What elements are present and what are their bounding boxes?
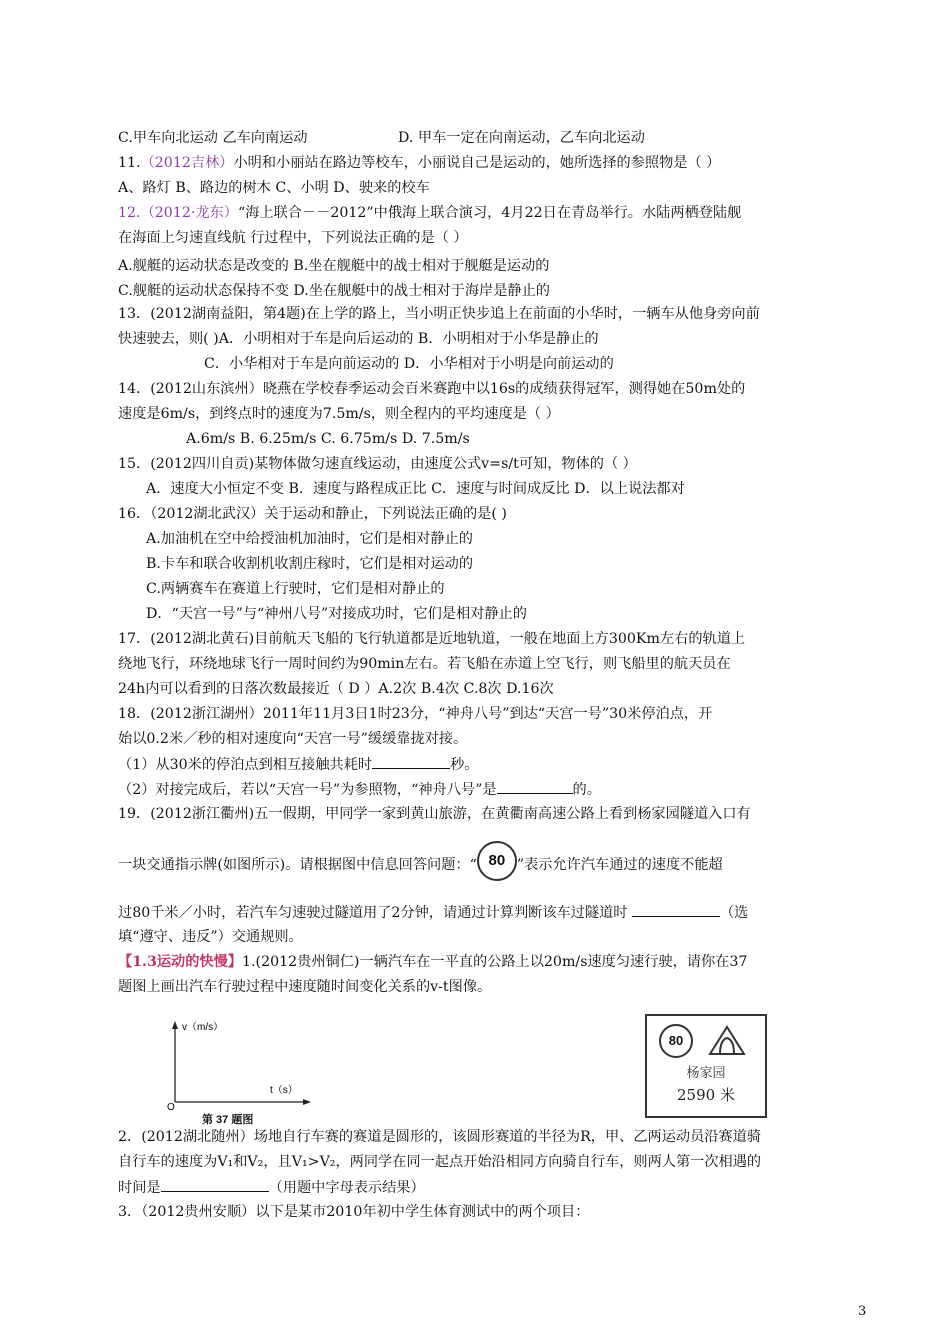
option-line-d: D. 甲车一定在向南运动，乙车向北运动 [398, 130, 645, 146]
question-17: 17．(2012湖北黄石)目前航天飞船的飞行轨道都是近地轨道，一般在地面上方300Km左右的轨道上 [118, 631, 746, 647]
question-11: 11.（2012吉林）小明和小丽站在路边等校车，小丽说自己是运动的，她所选择的参照物是（ ） [118, 155, 721, 171]
section-1-3-question-1-line2: 题图上画出汽车行驶过程中速度随时间变化关系的v-t图像。 [118, 979, 492, 995]
question-17-line2: 绕地飞行，环绕地球飞行一周时间约为90min左右。若飞船在赤道上空飞行，则飞船里的航天员在 [118, 656, 731, 672]
question-19-line2: 一块交通指示牌(如图所示)。请根据图中信息回答问题：“ 80 ”表示允许汽车通过的速度不能超 [118, 849, 723, 881]
question-11-options: A、路灯 B、路边的树木 C、小明 D、驶来的校车 [118, 180, 430, 196]
question-14: 14．(2012山东滨州）晓燕在学校春季运动会百米赛跑中以16s的成绩获得冠军，测得她在50m处的 [118, 381, 746, 397]
question-17-line3: 24h内可以看到的日落次数最接近（ D ）A.2次 B.4次 C.8次 D.16次 [118, 681, 554, 697]
question-18: 18．(2012浙江湖州）2011年11月3日1时23分，“神舟八号”到达“天宫一号”30米停泊点，开 [118, 706, 713, 722]
sign-speed-limit: 80 [659, 1024, 693, 1058]
page-number: 3 [858, 1304, 867, 1319]
question-13-line2: 快速驶去，则( )A．小明相对于车是向后运动的 B．小明相对于小华是静止的 [118, 331, 599, 347]
tunnel-traffic-sign [645, 1014, 767, 1118]
graph-caption: 第 37 题图 [202, 1114, 254, 1126]
question-19-line3: 过80千米／小时，若汽车匀速驶过隧道用了2分钟，请通过计算判断该车过隧道时 （选 [118, 902, 748, 923]
question-19: 19．(2012浙江衢州)五一假期，甲同学一家到黄山旅游，在黄衢南高速公路上看到杨家园隧道入口有 [118, 806, 751, 822]
question-13: 13．(2012湖南益阳，第4题)在上学的路上，当小明正快步追上在前面的小华时，一辆车从他身旁向前 [118, 306, 760, 322]
answer-blank[interactable] [161, 1177, 269, 1192]
question-12-options-ab: A.舰艇的运动状态是改变的 B.坐在舰艇中的战士相对于舰艇是运动的 [118, 258, 550, 274]
section-1-3-question-1: 【1.3运动的快慢】1.(2012贵州铜仁)一辆汽车在一平直的公路上以20m/s速度匀速行驶，请你在37 [118, 954, 748, 970]
question-18-part2: （2）对接完成后，若以“天宫一号”为参照物，“神舟八号”是 的。 [118, 779, 601, 800]
graph-v-label: v（m/s） [182, 1022, 224, 1033]
question-15: 15．(2012四川自贡)某物体做匀速直线运动，由速度公式v=s/t可知，物体的（ ） [118, 456, 637, 472]
question-12-options-cd: C.舰艇的运动状态保持不变 D.坐在舰艇中的战士相对于海岸是静止的 [118, 283, 550, 299]
tunnel-icon [707, 1024, 747, 1056]
question-16-option-c: C.两辆赛车在赛道上行驶时，它们是相对静止的 [146, 581, 445, 597]
option-line-c: C.甲车向北运动 乙车向南运动 [118, 130, 308, 146]
question-16-option-a: A.加油机在空中给授油机加油时，它们是相对静止的 [146, 531, 473, 547]
problem-2-line3: 时间是 （用题中字母表示结果） [118, 1177, 425, 1198]
question-15-options: A．速度大小恒定不变 B．速度与路程成正比 C．速度与时间成反比 D．以上说法都对 [146, 481, 685, 497]
answer-blank[interactable] [497, 779, 573, 794]
problem-3: 3．（2012贵州安顺）以下是某市2010年初中学生体育测试中的两个项目： [118, 1204, 590, 1220]
answer-blank[interactable] [372, 754, 450, 769]
question-12-line2: 在海面上匀速直线航 行过程中，下列说法正确的是（ ） [118, 230, 468, 246]
speed-limit-sign-icon: 80 [477, 841, 517, 881]
question-14-line2: 速度是6m/s，到终点时的速度为7.5m/s，则全程内的平均速度是（ ） [118, 406, 560, 422]
problem-2-line2: 自行车的速度为V₁和V₂，且V₁>V₂，两同学在同一起点开始沿相同方向骑自行车，则两人第一次相遇的 [118, 1154, 762, 1170]
question-16-option-b: B.卡车和联合收割机收割庄稼时，它们是相对运动的 [146, 556, 474, 572]
question-19-line4: 填“遵守、违反”）交通规则。 [118, 929, 303, 945]
section-tag: 【1.3运动的快慢】 [118, 954, 242, 970]
graph-t-label: t（s） [270, 1085, 298, 1096]
question-16-option-d: D．“天宫一号”与“神州八号”对接成功时，它们是相对静止的 [146, 606, 527, 622]
problem-2: 2．(2012湖北随州）场地自行车赛的赛道是圆形的，该圆形赛道的半径为R，甲、乙两运动员沿赛道骑 [118, 1129, 762, 1145]
sign-distance: 2590 米 [677, 1086, 735, 1104]
question-13-line3: C．小华相对于车是向前运动的 D．小华相对于小明是向前运动的 [204, 356, 614, 372]
question-14-options: A.6m/s B. 6.25m/s C. 6.75m/s D. 7.5m/s [186, 431, 470, 447]
sign-place-name: 杨家园 [686, 1066, 726, 1081]
answer-blank[interactable] [632, 902, 720, 917]
question-18-part1: （1）从30米的停泊点到相互接触共耗时 秒。 [118, 754, 478, 775]
question-16: 16．（2012湖北武汉）关于运动和静止，下列说法正确的是( ) [118, 506, 507, 522]
graph-origin: O [167, 1102, 175, 1110]
vt-graph [160, 1018, 330, 1110]
question-12: 12.（2012·龙东）“海上联合－－2012”中俄海上联合演习，4月22日在青岛举行。水陆两栖登陆舰 [118, 205, 742, 221]
question-18-line2: 始以0.2米／秒的相对速度向“天宫一号”缓缓靠拢对接。 [118, 731, 468, 747]
